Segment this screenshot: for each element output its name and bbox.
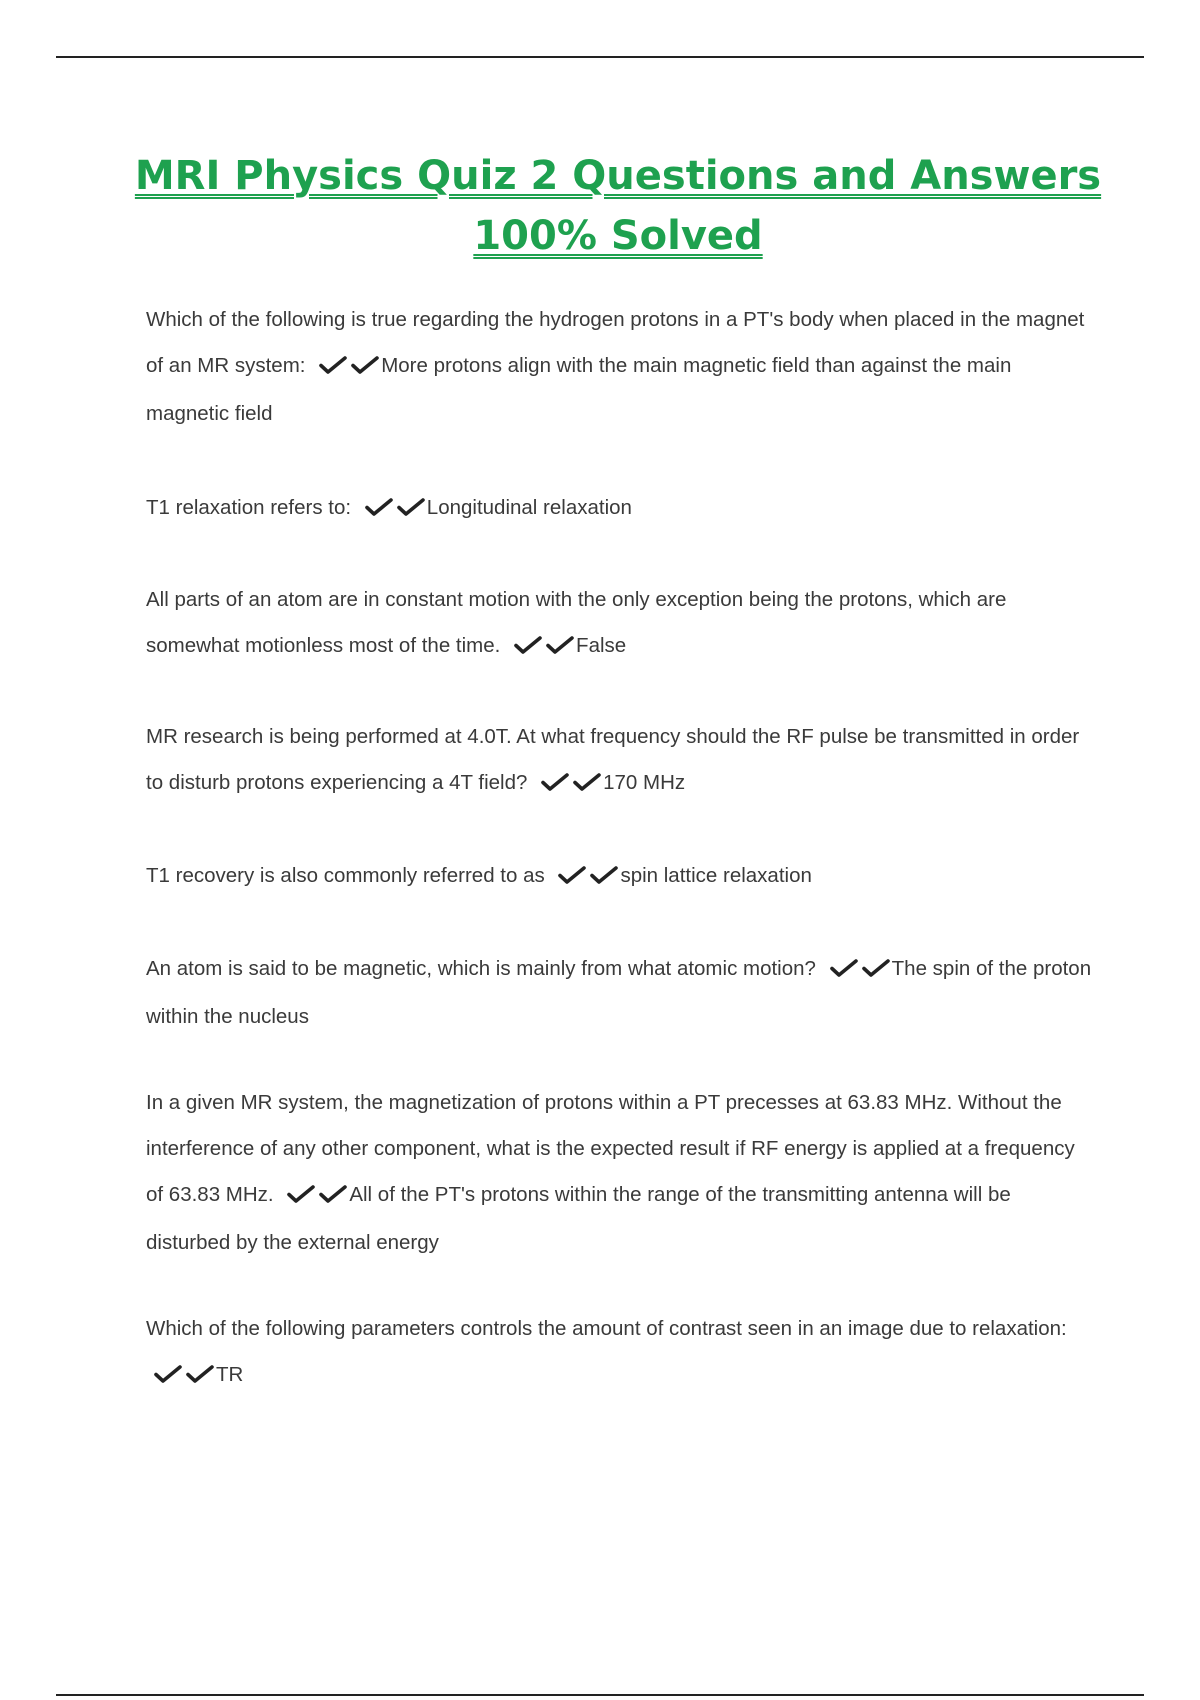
question-text: In a given MR system, the magnetization of protons within a PT precesses at 63.83 MHz. Without the interference of any other component, what is the expected result if RF energy is applied at a frequency of 63.83 MHz.: [146, 1091, 1075, 1206]
answer-text: TR: [216, 1363, 244, 1386]
qa-item: [146, 946, 1096, 1040]
bottom-rule: [56, 1694, 1144, 1696]
question-text: MR research is being performed at 4.0T. At what frequency should the RF pulse be transmitted in order to disturb protons experiencing a 4T field?: [146, 725, 1080, 794]
question-text: Which of the following is true regarding the hydrogen protons in a PT's body when placed in the magnet of an MR system:: [146, 308, 1085, 377]
answer-text: spin lattice relaxation: [620, 864, 812, 887]
question-text: All parts of an atom are in constant motion with the only exception being the protons, which are somewhat motionless most of the time.: [146, 588, 1007, 657]
qa-item: [146, 853, 1096, 901]
question-text: T1 relaxation refers to:: [146, 496, 352, 519]
double-check-icon: [365, 487, 425, 533]
double-check-icon: [514, 625, 574, 671]
qa-item: [146, 1080, 1096, 1266]
title-line-2: 100% Solved: [473, 213, 763, 259]
answer-text: More protons align with the main magnetic field than against the main magnetic field: [146, 354, 1012, 425]
title-line-1: MRI Physics Quiz 2 Questions and Answers: [134, 153, 1102, 199]
answer-text: 170 MHz: [603, 771, 686, 794]
question-text: An atom is said to be magnetic, which is mainly from what atomic motion?: [146, 957, 816, 980]
double-check-icon: [558, 855, 618, 901]
qa-item: [146, 1306, 1096, 1400]
top-rule: [56, 56, 1144, 58]
double-check-icon: [830, 948, 890, 994]
qa-item: [146, 714, 1096, 808]
double-check-icon: [154, 1354, 214, 1400]
answer-text: All of the PT's protons within the range of the transmitting antenna will be disturbed by the external energy: [146, 1183, 1011, 1254]
answer-text: False: [576, 634, 627, 657]
double-check-icon: [541, 762, 601, 808]
answer-text: Longitudinal relaxation: [426, 496, 632, 519]
answer-text: The spin of the proton within the nucleus: [146, 957, 1092, 1028]
qa-item: [146, 297, 1096, 437]
qa-item: [146, 485, 1096, 533]
double-check-icon: [319, 345, 379, 391]
question-text: T1 recovery is also commonly referred to as: [146, 864, 545, 887]
question-text: Which of the following parameters controls the amount of contrast seen in an image due to relaxation:: [146, 1317, 1067, 1340]
qa-item: [146, 577, 1096, 671]
double-check-icon: [287, 1174, 347, 1220]
page-title: [120, 146, 1116, 266]
